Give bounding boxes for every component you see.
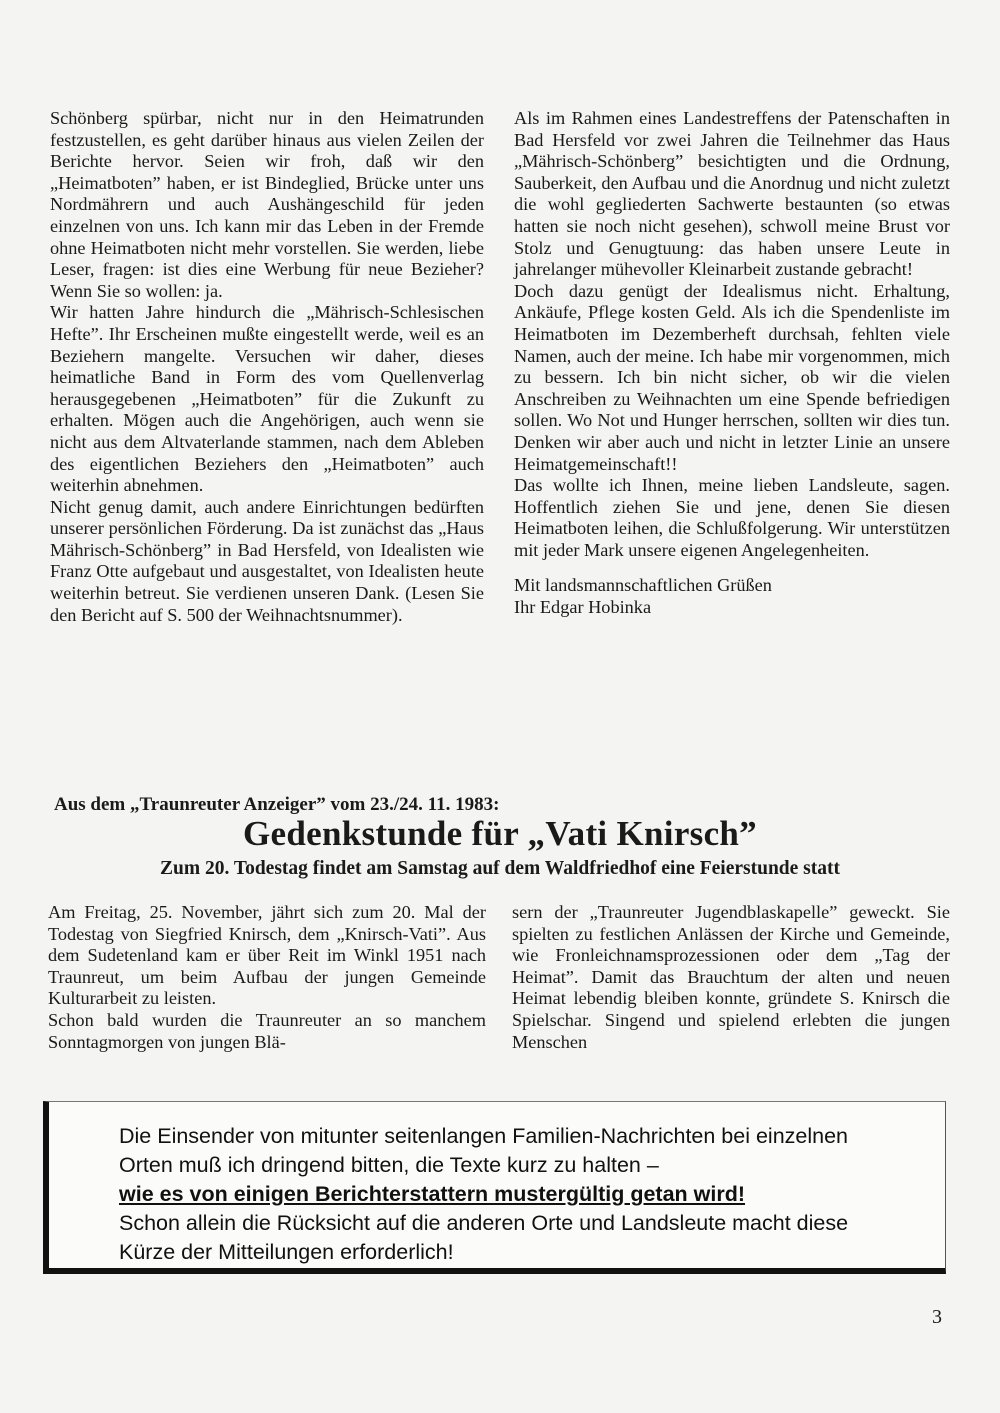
paragraph: Doch dazu genügt der Idealismus nicht. Erhaltung, Ankäufe, Pflege kosten Geld. Als ich die Spendenliste im Heimatboten im Dezemberheft durchsah, fehlten viele Namen, auch der meine. Ich habe mir vorgenommen, mich zu bessern. Ich bin nicht sicher, ob wir die vielen Anschreiben zu Weihnachten um eine Spende befriedigen sollen. Wo Not und Hunger herrschen, sollten wir dies tun. Denken wir aber auch und nicht in letzter Linie an unsere Heimatgemeinschaft!! <box>514 280 950 474</box>
paragraph: Wir hatten Jahre hindurch die „Mährisch-Schlesischen Hefte”. Ihr Erscheinen mußte eingestellt werde, weil es an Beziehern mangelte. Versuchen wir daher, dieses heimatliche Band in Form des vom Quellenverlag herausgegebenen „Heimatboten” für die Zukunft zu erhalten. Mögen auch die Angehörigen, auch wenn sie nicht aus dem Altvaterlande stammen, nach dem Ableben des eigentlichen Beziehers den „Heimatboten” auch weiterhin abnehmen. <box>50 302 484 496</box>
notice-line: Schon allein die Rücksicht auf die anderen Orte und Landsleute macht diese Kürze der Mitteilungen erforderlich! <box>119 1211 849 1264</box>
paragraph: Am Freitag, 25. November, jährt sich zum 20. Mal der Todestag von Siegfried Knirsch, dem „Knirsch-Vati”. Aus dem Sudetenland kam er über Reit im Winkl 1951 nach Traunreut, um beim Aufbau der jungen Gemeinde Kulturarbeit zu leisten. <box>48 902 486 1009</box>
paragraph: sern der „Traunreuter Jugendblaskapelle” geweckt. Sie spielten zu festlichen Anlässen der Kirche und Gemeinde, wie Fronleichnamsprozessionen oder dem „Tag der Heimat”. Damit das Brauchtum der alten und neuen Heimat lebendig bleiben konnte, gründete S. Knirsch die Spielschar. Singend und spielend erlebten die jungen Menschen <box>512 902 950 1052</box>
signature: Ihr Edgar Hobinka <box>514 597 652 618</box>
top-left-column <box>50 108 484 626</box>
notice-emphasis: wie es von einigen Berichterstattern mustergültig getan wird! <box>119 1182 746 1206</box>
notice-text <box>119 1122 879 1267</box>
notice-line: Die Einsender von mitunter seitenlangen Familien-Nachrichten bei einzelnen Orten muß ich dringend bitten, die Texte kurz zu halten – <box>119 1124 849 1177</box>
paragraph: Schönberg spürbar, nicht nur in den Heimatrunden festzustellen, es geht darüber hinaus aus vielen Zeilen der Berichte hervor. Seien wir froh, daß wir den „Heimatboten” haben, er ist Bindeglied, Brücke unter uns Nordmährern und auch Aushängeschild für jeden einzelnen von uns. Ich kann mir das Leben in der Fremde ohne Heimatboten nicht mehr vorstellen. Sie werden, liebe Leser, fragen: ist dies eine Werbung für neue Bezieher? Wenn Sie so wollen: ja. <box>50 108 484 301</box>
notice-box <box>43 1101 946 1274</box>
article-left-column <box>48 902 486 1053</box>
paragraph: Schon bald wurden die Traunreuter an so manchem Sonntagmorgen von jungen Blä- <box>48 1009 486 1052</box>
article-right-column <box>512 902 950 1053</box>
closing-greeting: Mit landsmannschaftlichen Grüßen <box>514 575 772 596</box>
article-headline: Gedenkstunde für „Vati Knirsch” <box>243 814 757 853</box>
paragraph: Als im Rahmen eines Landestreffens der Patenschaften in Bad Hersfeld vor zwei Jahren die Teilnehmer das Haus „Mährisch-Schönberg” besichtigten und die Ordnung, Sauberkeit, den Aufbau und die Anordnug und nicht zuletzt die wohl gegliederten Sachwerte bestaunten (so etwas hatten sie noch nicht gesehen), schwoll meine Brust vor Stolz und Genugtuung: das haben unsere Leute in jahrelanger mühevoller Kleinarbeit zustande gebracht! <box>514 108 950 280</box>
top-right-column <box>514 108 950 619</box>
page-number: 3 <box>932 1306 942 1328</box>
article-source: Aus dem „Traunreuter Anzeiger” vom 23./24. 11. 1983: <box>54 794 500 815</box>
paragraph: Nicht genug damit, auch andere Einrichtungen bedürften unserer persönlichen Förderung. Da ist zunächst das „Haus Mährisch-Schönberg” in Bad Hersfeld, von Idealisten wie Franz Otte aufgebaut und ausgestaltet, von Idealisten heute weiterhin betreut. Sie verdienen unseren Dank. (Lesen Sie den Bericht auf S. 500 der Weihnachtsnummer). <box>50 496 484 625</box>
paragraph: Das wollte ich Ihnen, meine lieben Landsleute, sagen. Hoffentlich ziehen Sie und jene, denen Sie diesen Heimatboten leihen, die Schlußfolgerung. Wir unterstützen mit jeder Mark unsere eigenen Angelegenheiten. <box>514 475 950 560</box>
article-subheadline: Zum 20. Todestag findet am Samstag auf dem Waldfriedhof eine Feierstunde statt <box>160 858 840 879</box>
